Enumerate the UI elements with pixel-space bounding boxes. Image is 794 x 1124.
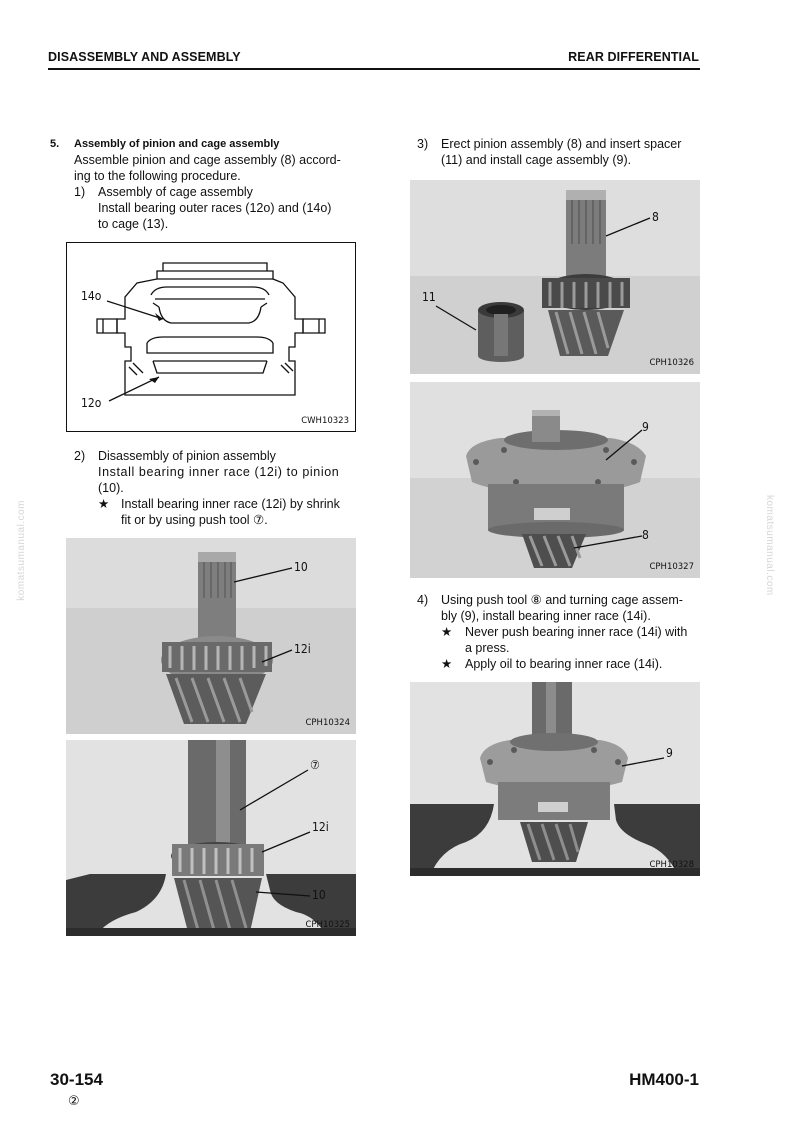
cage-cross-section-diagram bbox=[66, 242, 356, 432]
figure-code: CPH10324 bbox=[305, 718, 350, 728]
step-title: Assembly of pinion and cage assembly bbox=[74, 138, 280, 150]
figure-code: CPH10325 bbox=[305, 920, 350, 930]
revision-mark: ② bbox=[68, 1094, 80, 1109]
note-text-line: Never push bearing inner race (14i) with bbox=[465, 625, 688, 639]
callout-label: 11 bbox=[422, 290, 436, 304]
substep-number: 2) bbox=[74, 449, 86, 463]
watermark-right: komatsumanual.com bbox=[764, 495, 775, 596]
note-text-line: fit or by using push tool ⑦. bbox=[121, 513, 268, 527]
substep-text-line: Erect pinion assembly (8) and insert spacer bbox=[441, 137, 682, 151]
substep-number: 1) bbox=[74, 185, 86, 199]
photo-cage-illustration bbox=[410, 382, 700, 578]
step-number: 5. bbox=[50, 138, 60, 150]
star-note-icon: ★ bbox=[441, 657, 453, 671]
watermark-left: komatsumanual.com bbox=[16, 500, 27, 601]
substep-text-line: (10). bbox=[98, 481, 124, 495]
callout-label: ⑦ bbox=[310, 758, 320, 772]
photo-push-tool-cage bbox=[410, 682, 700, 876]
photo-pinion-illustration bbox=[66, 538, 356, 734]
star-note-icon: ★ bbox=[98, 497, 110, 511]
callout-label: 9 bbox=[666, 746, 673, 760]
substep-number: 3) bbox=[417, 137, 429, 151]
callout-label: 12o bbox=[81, 396, 102, 410]
substep-text-line: bly (9), install bearing inner race (14i). bbox=[441, 609, 651, 623]
photo-pinion-bearing bbox=[66, 538, 356, 734]
figure-code: CWH10323 bbox=[301, 416, 349, 426]
substep-title: Assembly of cage assembly bbox=[98, 185, 253, 199]
substep-text-line: Install bearing inner race (12i) to pinion bbox=[98, 465, 340, 479]
photo-cage-press-illustration bbox=[410, 682, 700, 876]
note-text-line: Install bearing inner race (12i) by shrink bbox=[121, 497, 340, 511]
substep-text-line: (11) and install cage assembly (9). bbox=[441, 153, 632, 167]
photo-cage-assembly bbox=[410, 382, 700, 578]
star-note-icon: ★ bbox=[441, 625, 453, 639]
callout-label: 9 bbox=[642, 420, 649, 434]
step-text-line: Assemble pinion and cage assembly (8) accord- bbox=[74, 153, 341, 167]
note-text-line: Apply oil to bearing inner race (14i). bbox=[465, 657, 663, 671]
callout-label: 12i bbox=[294, 642, 311, 656]
figure-code: CPH10328 bbox=[649, 860, 694, 870]
figure-code: CPH10327 bbox=[649, 562, 694, 572]
callout-label: 8 bbox=[642, 528, 649, 542]
photo-pinion-spacer bbox=[410, 180, 700, 374]
note-text-line: a press. bbox=[465, 641, 510, 655]
header-section-title: DISASSEMBLY AND ASSEMBLY bbox=[48, 50, 241, 64]
header-chapter-title: REAR DIFFERENTIAL bbox=[568, 50, 699, 64]
step-text-line: ing to the following procedure. bbox=[74, 169, 241, 183]
header-rule bbox=[48, 68, 700, 70]
substep-text-line: Install bearing outer races (12o) and (14o) bbox=[98, 201, 332, 215]
substep-number: 4) bbox=[417, 593, 429, 607]
machine-model: HM400-1 bbox=[629, 1070, 699, 1089]
callout-label: 8 bbox=[652, 210, 659, 224]
callout-label: 14o bbox=[81, 289, 102, 303]
callout-label: 10 bbox=[312, 888, 326, 902]
cage-drawing bbox=[67, 243, 355, 431]
substep-title: Disassembly of pinion assembly bbox=[98, 449, 276, 463]
figure-code: CPH10326 bbox=[649, 358, 694, 368]
substep-text-line: Using push tool ⑧ and turning cage assem- bbox=[441, 593, 683, 607]
photo-push-tool-pinion bbox=[66, 740, 356, 936]
substep-text-line: to cage (13). bbox=[98, 217, 169, 231]
callout-label: 12i bbox=[312, 820, 329, 834]
callout-label: 10 bbox=[294, 560, 308, 574]
page-number: 30-154 bbox=[50, 1070, 103, 1089]
